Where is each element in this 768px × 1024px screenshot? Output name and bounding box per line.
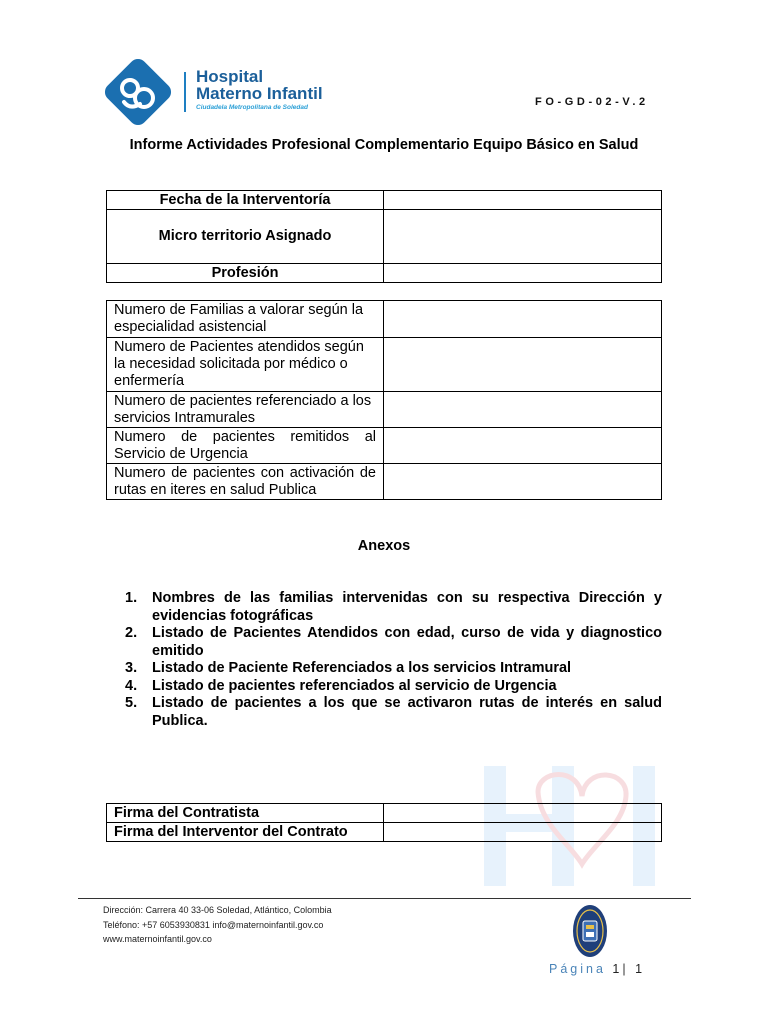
- metric-value-remitidos[interactable]: [384, 428, 662, 464]
- document-title: Informe Actividades Profesional Complementario Equipo Básico en Salud: [129, 137, 639, 153]
- list-item: [125, 660, 662, 678]
- table-row: [107, 301, 662, 338]
- footer-website[interactable]: www.maternoinfantil.gov.co: [103, 934, 212, 944]
- info-label-microterritorio: Micro territorio Asignado: [107, 210, 384, 264]
- info-value-microterritorio[interactable]: [384, 210, 662, 264]
- list-item-number: 3.: [125, 660, 138, 676]
- list-item: [125, 678, 662, 696]
- metric-value-atendidos[interactable]: [384, 338, 662, 392]
- table-row: [107, 823, 662, 842]
- footer-phone-email: Teléfono: +57 6053930831 info@maternoinfantil.gov.co: [103, 919, 324, 930]
- annexes-heading: Anexos: [357, 538, 411, 554]
- table-row: [107, 392, 662, 428]
- metric-label-atendidos: Numero de Pacientes atendidos según la necesidad solicitada por médico o enfermería: [107, 338, 384, 392]
- info-value-fecha[interactable]: [384, 191, 662, 210]
- table-row: [107, 264, 662, 283]
- page-label: Página: [549, 962, 606, 976]
- signatures-table: [106, 803, 662, 842]
- metric-value-familias[interactable]: [384, 301, 662, 338]
- metric-label-referenciados: Numero de pacientes referenciado a los servicios Intramurales: [107, 392, 384, 428]
- logo-divider: [184, 72, 186, 112]
- list-item: [125, 695, 662, 730]
- signature-value-contratista[interactable]: [384, 804, 662, 823]
- logo-title-line2: Materno Infantil: [196, 84, 323, 103]
- signature-label-interventor: Firma del Interventor del Contrato: [107, 823, 384, 842]
- metrics-table: [106, 300, 662, 500]
- logo-title-line1: Hospital: [196, 67, 264, 86]
- metric-label-remitidos: Numero de pacientes remitidos al Servicio de Urgencia: [107, 428, 384, 464]
- metric-label-rutas: Numero de pacientes con activación de rutas en iteres en salud Publica: [107, 464, 384, 500]
- list-item-text: Listado de pacientes referenciados al servicio de Urgencia: [152, 677, 557, 694]
- list-item-number: 1.: [125, 590, 138, 606]
- list-item-text: Listado de Paciente Referenciados a los servicios Intramural: [152, 660, 572, 676]
- table-row: [107, 464, 662, 500]
- list-item-text: Listado de Pacientes Atendidos con edad, curso de vida y diagnostico emitido: [152, 625, 662, 659]
- metric-value-referenciados[interactable]: [384, 392, 662, 428]
- signature-value-interventor[interactable]: [384, 823, 662, 842]
- table-row: [107, 210, 662, 264]
- page-number: [549, 962, 645, 976]
- document-code: FO-GD-02-V.2: [535, 96, 649, 108]
- list-item: [125, 590, 662, 625]
- list-item-text: Nombres de las familias intervenidas con su respectiva Dirección y evidencias fotográficas: [152, 590, 662, 624]
- footer-contact: [103, 903, 332, 947]
- metric-label-familias: Numero de Familias a valorar según la especialidad asistencial: [107, 301, 384, 338]
- table-row: [107, 428, 662, 464]
- list-item: [125, 625, 662, 660]
- footer-address: Dirección: Carrera 40 33-06 Soledad, Atlántico, Colombia: [103, 905, 332, 915]
- list-item-number: 4.: [125, 677, 138, 694]
- logo-title: [196, 68, 323, 102]
- signature-label-contratista: Firma del Contratista: [107, 804, 384, 823]
- page-current: 1: [612, 962, 623, 976]
- list-item-text: Listado de pacientes a los que se activaron rutas de interés en salud Publica.: [152, 695, 662, 729]
- page-separator: |: [622, 962, 629, 976]
- list-item-number: 2.: [125, 625, 138, 641]
- annexes-list: [125, 590, 662, 730]
- municipal-crest-icon: [572, 903, 608, 959]
- info-value-profesion[interactable]: [384, 264, 662, 283]
- logo-subtitle: Ciudadela Metropolitana de Soledad: [196, 104, 308, 111]
- info-label-fecha: Fecha de la Interventoría: [107, 191, 384, 210]
- table-row: [107, 191, 662, 210]
- metric-value-rutas[interactable]: [384, 464, 662, 500]
- info-table: [106, 190, 662, 283]
- list-item-number: 5.: [125, 695, 138, 711]
- table-row: [107, 338, 662, 392]
- info-label-profesion: Profesión: [107, 264, 384, 283]
- hospital-logo-icon: [100, 58, 178, 130]
- footer-divider: [78, 898, 691, 899]
- page-total: 1: [635, 962, 646, 976]
- table-row: [107, 804, 662, 823]
